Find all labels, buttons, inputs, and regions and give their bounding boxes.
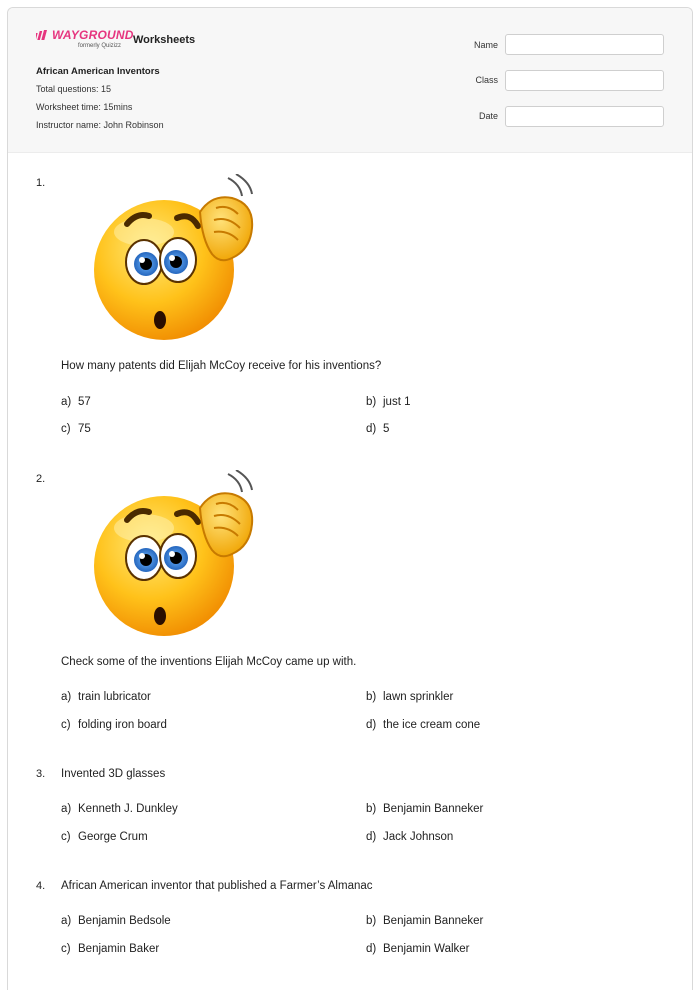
option-c[interactable]: c) 75 [61, 423, 91, 435]
class-field[interactable] [505, 70, 664, 91]
total-questions: Total questions: 15 [36, 84, 112, 94]
worksheet-page [7, 7, 693, 990]
brand-logo-subtitle: formerly Quizizz [78, 43, 122, 49]
option-b[interactable]: b) just 1 [366, 396, 411, 408]
brand-logo-text: WAYGROUND [52, 28, 134, 42]
question-number: 1. [36, 177, 46, 189]
option-c[interactable]: c) Benjamin Baker [61, 943, 160, 955]
option-b[interactable]: b) lawn sprinkler [366, 691, 454, 703]
option-d[interactable]: d) Jack Johnson [366, 831, 454, 843]
confused-emoji-icon [82, 470, 262, 640]
option-c[interactable]: c) George Crum [61, 831, 148, 843]
wayground-logo-icon [36, 30, 50, 41]
option-a[interactable]: a) train lubricator [61, 691, 151, 703]
date-label: Date [478, 111, 498, 121]
confused-emoji-icon [82, 174, 262, 344]
worksheet-time: Worksheet time: 15mins [36, 102, 133, 112]
worksheet-header [8, 8, 692, 153]
date-field[interactable] [505, 106, 664, 127]
option-d[interactable]: d) 5 [366, 423, 390, 435]
option-a[interactable]: a) Benjamin Bedsole [61, 915, 171, 927]
option-a[interactable]: a) Kenneth J. Dunkley [61, 803, 178, 815]
question-text: African American inventor that published a Farmer’s Almanac [61, 880, 373, 892]
name-field[interactable] [505, 34, 664, 55]
option-b[interactable]: b) Benjamin Banneker [366, 803, 484, 815]
question-number: 2. [36, 473, 46, 485]
instructor-name: Instructor name: John Robinson [36, 120, 164, 130]
option-c[interactable]: c) folding iron board [61, 719, 167, 731]
option-a[interactable]: a) 57 [61, 396, 91, 408]
question-number: 4. [36, 880, 46, 892]
question-text: How many patents did Elijah McCoy receive for his inventions? [61, 360, 382, 372]
option-b[interactable]: b) Benjamin Banneker [366, 915, 484, 927]
question-text: Check some of the inventions Elijah McCoy came up with. [61, 656, 357, 668]
question-number: 3. [36, 768, 46, 780]
worksheet-title: African American Inventors [36, 66, 160, 77]
option-d[interactable]: d) Benjamin Walker [366, 943, 470, 955]
brand-title: Worksheets [133, 34, 196, 46]
class-label: Class [475, 75, 498, 85]
option-d[interactable]: d) the ice cream cone [366, 719, 481, 731]
name-label: Name [473, 40, 498, 50]
question-text: Invented 3D glasses [61, 768, 166, 780]
